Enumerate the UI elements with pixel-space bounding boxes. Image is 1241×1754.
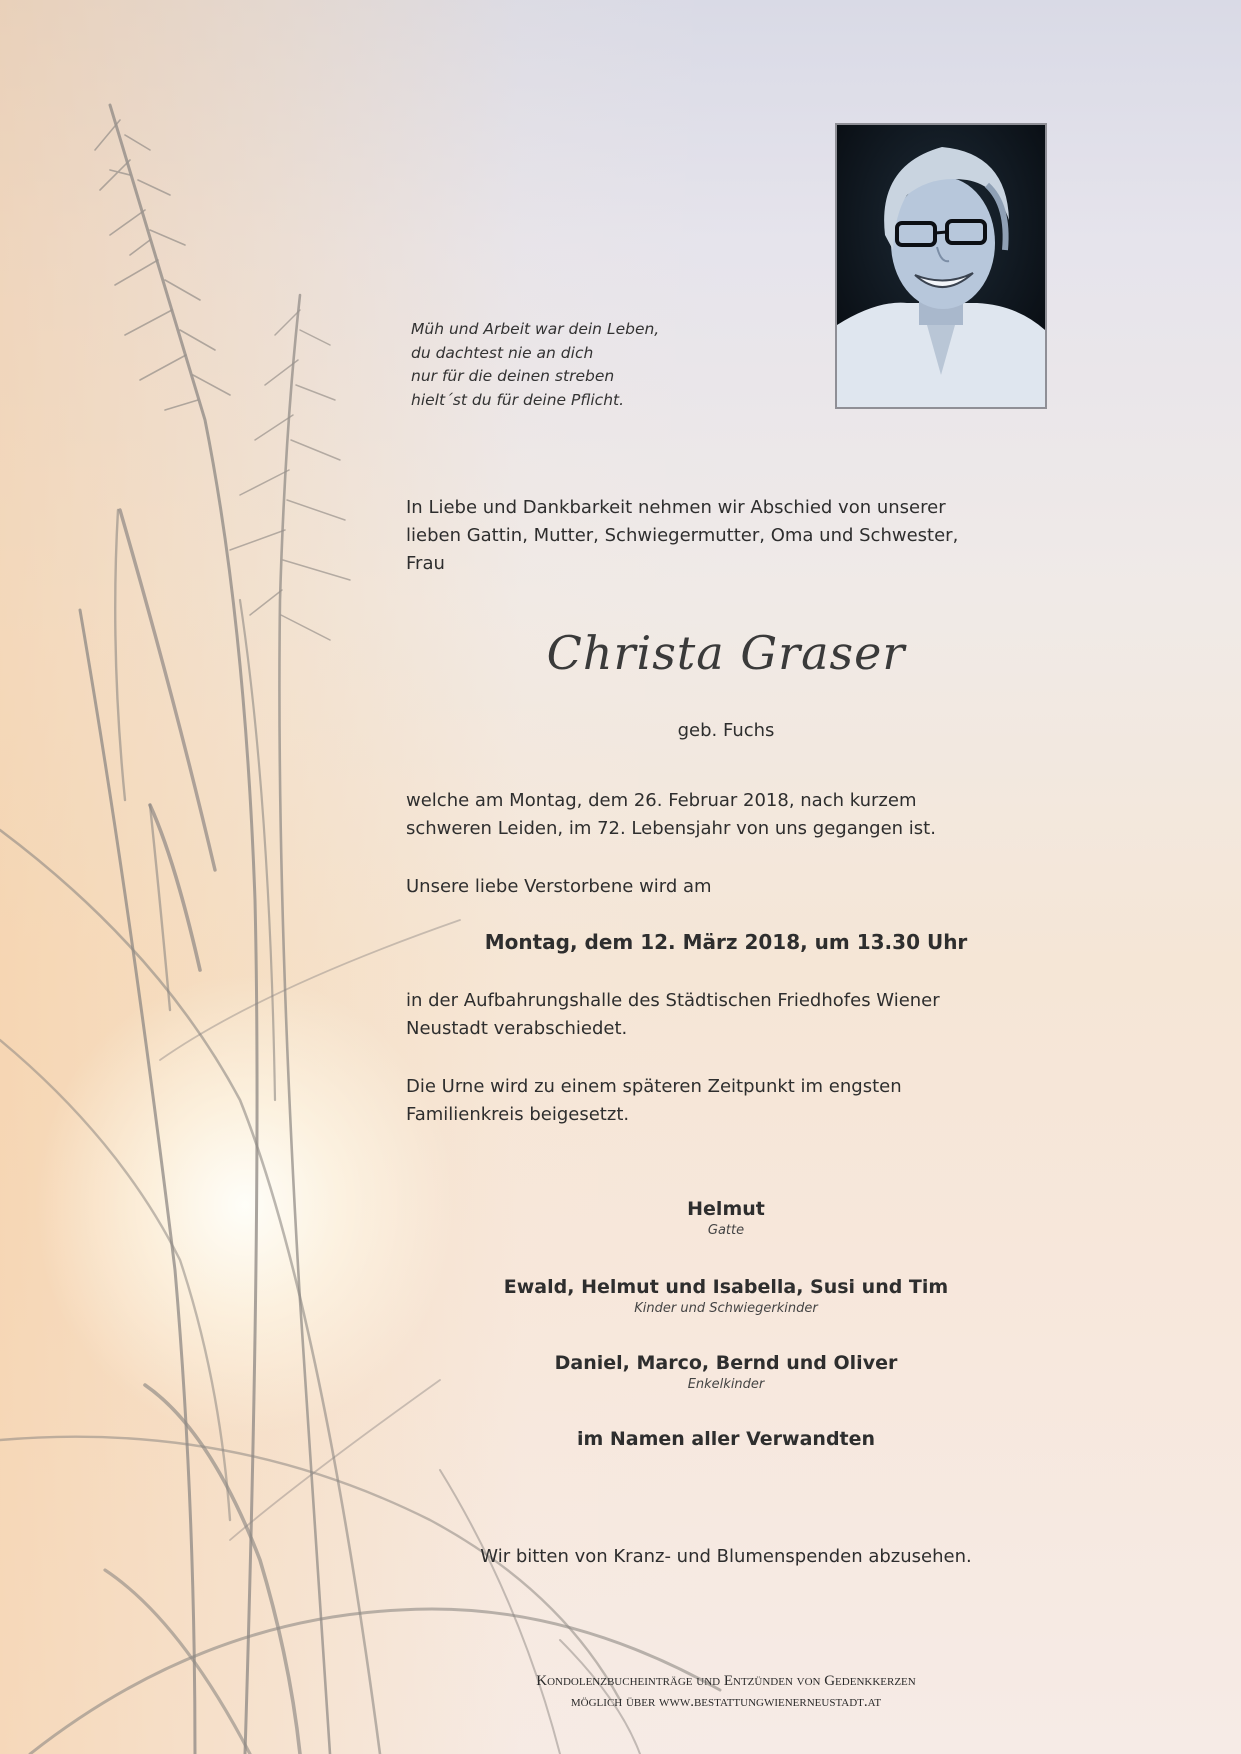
farewell-date: Montag, dem 12. März 2018, um 13.30 Uhr <box>484 930 968 954</box>
mourner-group <box>406 1196 1046 1240</box>
passing-text <box>406 787 1046 843</box>
place-line: Neustadt verabschiedet. <box>406 1018 628 1039</box>
portrait-icon <box>837 125 1045 407</box>
mourner-names: Daniel, Marco, Bernd und Oliver <box>554 1352 898 1374</box>
intro-line: Frau <box>406 553 445 574</box>
poem-line: nur für die deinen streben <box>411 367 615 385</box>
deceased-name: Christa Graser <box>546 626 906 680</box>
passing-line: schweren Leiden, im 72. Lebensjahr von uns gegangen ist. <box>406 818 936 839</box>
passing-line: welche am Montag, dem 26. Februar 2018, nach kurzem <box>406 790 917 811</box>
flowers-note: Wir bitten von Kranz- und Blumenspenden abzusehen. <box>480 1546 972 1567</box>
poem <box>411 318 659 412</box>
poem-line: du dachtest nie an dich <box>411 343 594 362</box>
mourner-relation: Gatte <box>707 1223 745 1238</box>
intro-line: In Liebe und Dankbarkeit nehmen wir Abschied von unserer <box>406 497 946 518</box>
footer-link[interactable]: möglich über www.bestattungwienerneustadt.at <box>570 1694 882 1710</box>
mourner-group <box>406 1274 1046 1318</box>
relatives-line: im Namen aller Verwandten <box>576 1428 876 1450</box>
footer-line: Kondolenzbucheinträge und Entzünden von Gedenkkerzen <box>536 1673 916 1689</box>
intro-text <box>406 494 1046 578</box>
mourner-names: Ewald, Helmut und Isabella, Susi und Tim <box>503 1276 949 1298</box>
mourner-relation: Kinder und Schwiegerkinder <box>634 1301 818 1316</box>
urn-line: Die Urne wird zu einem späteren Zeitpunkt im engsten <box>406 1076 902 1097</box>
urn-text <box>406 1073 1046 1129</box>
urn-line: Familienkreis beigesetzt. <box>406 1104 630 1125</box>
mourner-names: Helmut <box>687 1198 765 1220</box>
mourner-relation: Enkelkinder <box>687 1377 765 1392</box>
farewell-place <box>406 987 1046 1043</box>
farewell-intro: Unsere liebe Verstorbene wird am <box>406 876 712 897</box>
mourner-group <box>406 1350 1046 1394</box>
intro-line: lieben Gattin, Mutter, Schwiegermutter, Oma und Schwester, <box>406 525 959 546</box>
poem-line: Müh und Arbeit war dein Leben, <box>411 320 660 338</box>
birth-name: geb. Fuchs <box>677 720 775 741</box>
portrait-photo <box>835 123 1047 409</box>
poem-line: hielt´st du für deine Pflicht. <box>411 390 625 409</box>
footer-note <box>406 1671 1046 1713</box>
place-line: in der Aufbahrungshalle des Städtischen Friedhofes Wiener <box>406 990 940 1011</box>
